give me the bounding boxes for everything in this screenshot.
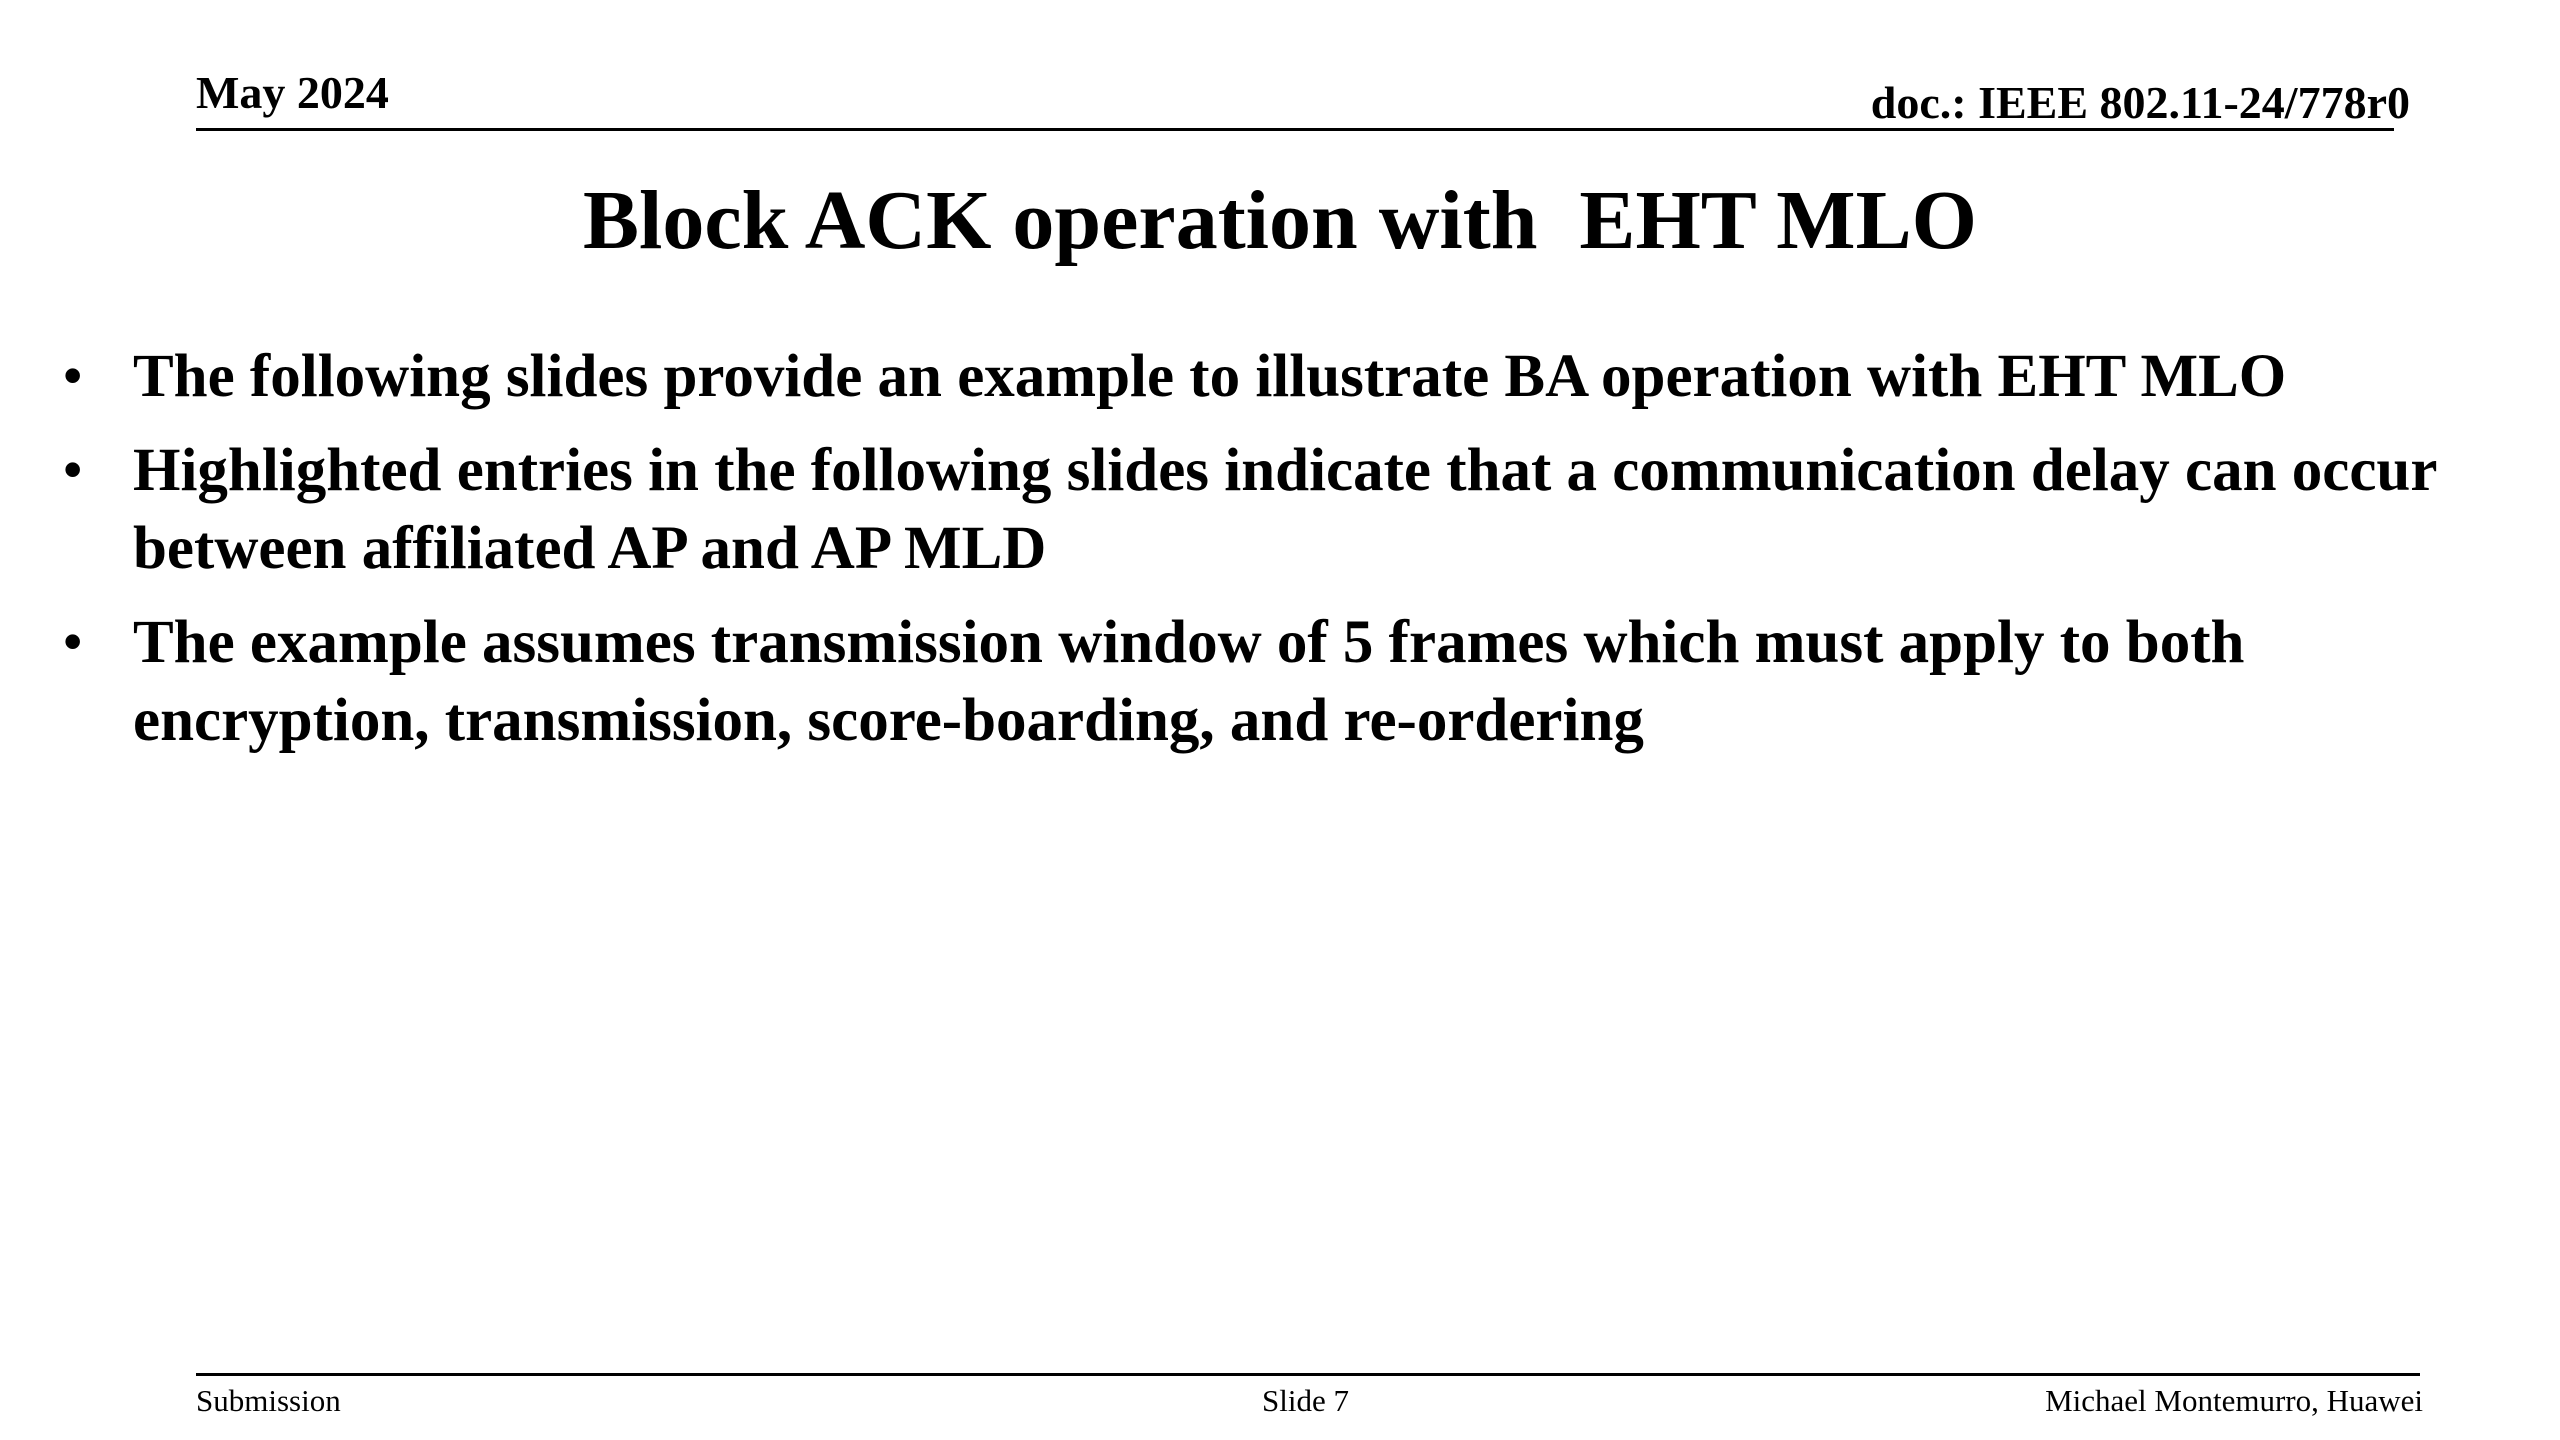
- bullet-list: [62, 338, 2482, 776]
- bullet-dot-icon: •: [62, 343, 84, 410]
- bullet-text: Highlighted entries in the following slides indicate that a communication delay can occur between affiliated AP and AP MLD: [133, 437, 2437, 582]
- footer-divider: [196, 1373, 2420, 1376]
- header-divider: [196, 128, 2394, 131]
- bullet-dot-icon: •: [62, 609, 84, 676]
- bullet-text: The example assumes transmission window of 5 frames which must apply to both encryption, transmission, score-boarding, and re-ordering: [133, 609, 2245, 754]
- slide-title: Block ACK operation with EHT MLO: [583, 174, 1977, 267]
- bullet-text: The following slides provide an example to illustrate BA operation with EHT MLO: [133, 343, 2287, 410]
- footer-submission: Submission: [196, 1383, 341, 1418]
- bullet-item: [62, 604, 2482, 760]
- footer-author: Michael Montemurro, Huawei: [2045, 1383, 2423, 1418]
- bullet-item: [62, 432, 2482, 588]
- header-date: May 2024: [196, 67, 389, 118]
- bullet-item: [62, 338, 2482, 416]
- footer-slide-number: Slide 7: [1262, 1383, 1349, 1418]
- bullet-dot-icon: •: [62, 437, 84, 504]
- header-doc-id: doc.: IEEE 802.11-24/778r0: [1870, 77, 2410, 128]
